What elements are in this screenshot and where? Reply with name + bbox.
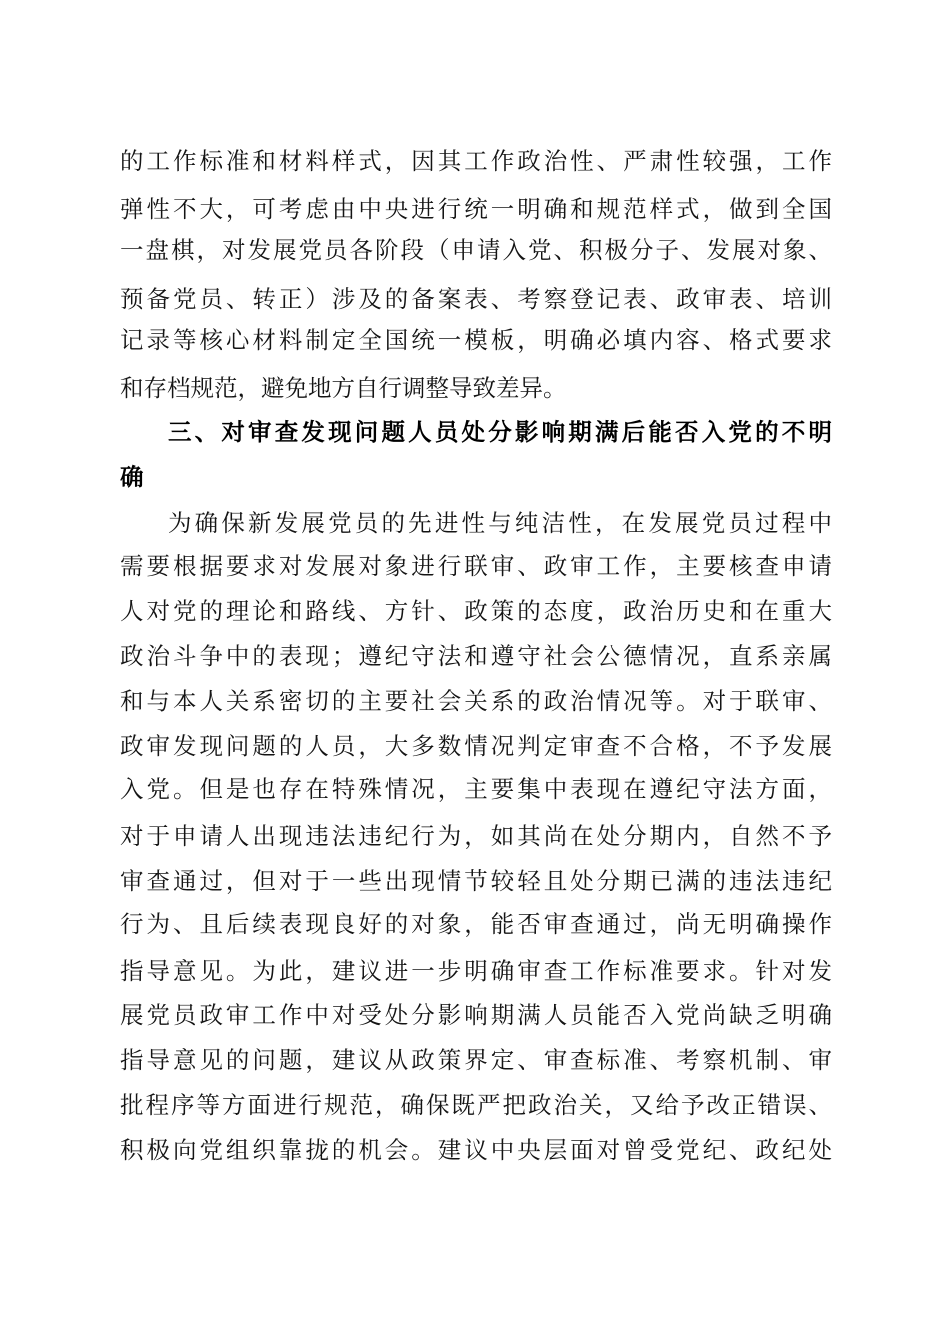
text-line: 人对党的理论和路线、方针、政策的态度，政治历史和在重大 bbox=[120, 597, 832, 625]
text-line: 行为、且后续表现良好的对象，能否审查通过，尚无明确操作 bbox=[120, 910, 832, 938]
text-line: 为确保新发展党员的先进性与纯洁性，在发展党员过程中 bbox=[168, 509, 832, 537]
text-line: 审查通过，但对于一些出现情节较轻且处分期已满的违法违纪 bbox=[120, 867, 832, 895]
text-line: 一盘棋，对发展党员各阶段（申请入党、积极分子、发展对象、 bbox=[120, 236, 832, 264]
heading-line: 三、对审查发现问题人员处分影响期满后能否入党的不明 bbox=[168, 418, 832, 446]
text-line: 弹性不大，可考虑由中央进行统一明确和规范样式，做到全国 bbox=[120, 195, 832, 223]
text-line: 记录等核心材料制定全国统一模板，明确必填内容、格式要求 bbox=[120, 326, 832, 354]
text-line: 对于申请人出现违法违纪行为，如其尚在处分期内，自然不予 bbox=[120, 822, 832, 850]
text-line: 和存档规范，避免地方自行调整导致差异。 bbox=[120, 374, 567, 402]
text-line: 政治斗争中的表现；遵纪守法和遵守社会公德情况，直系亲属 bbox=[120, 642, 832, 670]
text-line: 批程序等方面进行规范，确保既严把政治关，又给予改正错误、 bbox=[120, 1091, 832, 1119]
text-line: 展党员政审工作中对受处分影响期满人员能否入党尚缺乏明确 bbox=[120, 1001, 832, 1029]
text-line: 指导意见。为此，建议进一步明确审查工作标准要求。针对发 bbox=[120, 957, 832, 985]
text-line: 需要根据要求对发展对象进行联审、政审工作，主要核查申请 bbox=[120, 552, 832, 580]
text-line: 入党。但是也存在特殊情况，主要集中表现在遵纪守法方面， bbox=[120, 775, 832, 803]
text-line: 指导意见的问题，建议从政策界定、审查标准、考察机制、审 bbox=[120, 1046, 832, 1074]
text-line: 积极向党组织靠拢的机会。建议中央层面对曾受党纪、政纪处 bbox=[120, 1136, 832, 1164]
heading-line: 确 bbox=[120, 463, 144, 491]
text-line: 的工作标准和材料样式，因其工作政治性、严肃性较强，工作 bbox=[120, 147, 832, 175]
text-line: 和与本人关系密切的主要社会关系的政治情况等。对于联审、 bbox=[120, 687, 832, 715]
text-line: 预备党员、转正）涉及的备案表、考察登记表、政审表、培训 bbox=[120, 285, 832, 313]
text-line: 政审发现问题的人员，大多数情况判定审查不合格，不予发展 bbox=[120, 732, 832, 760]
